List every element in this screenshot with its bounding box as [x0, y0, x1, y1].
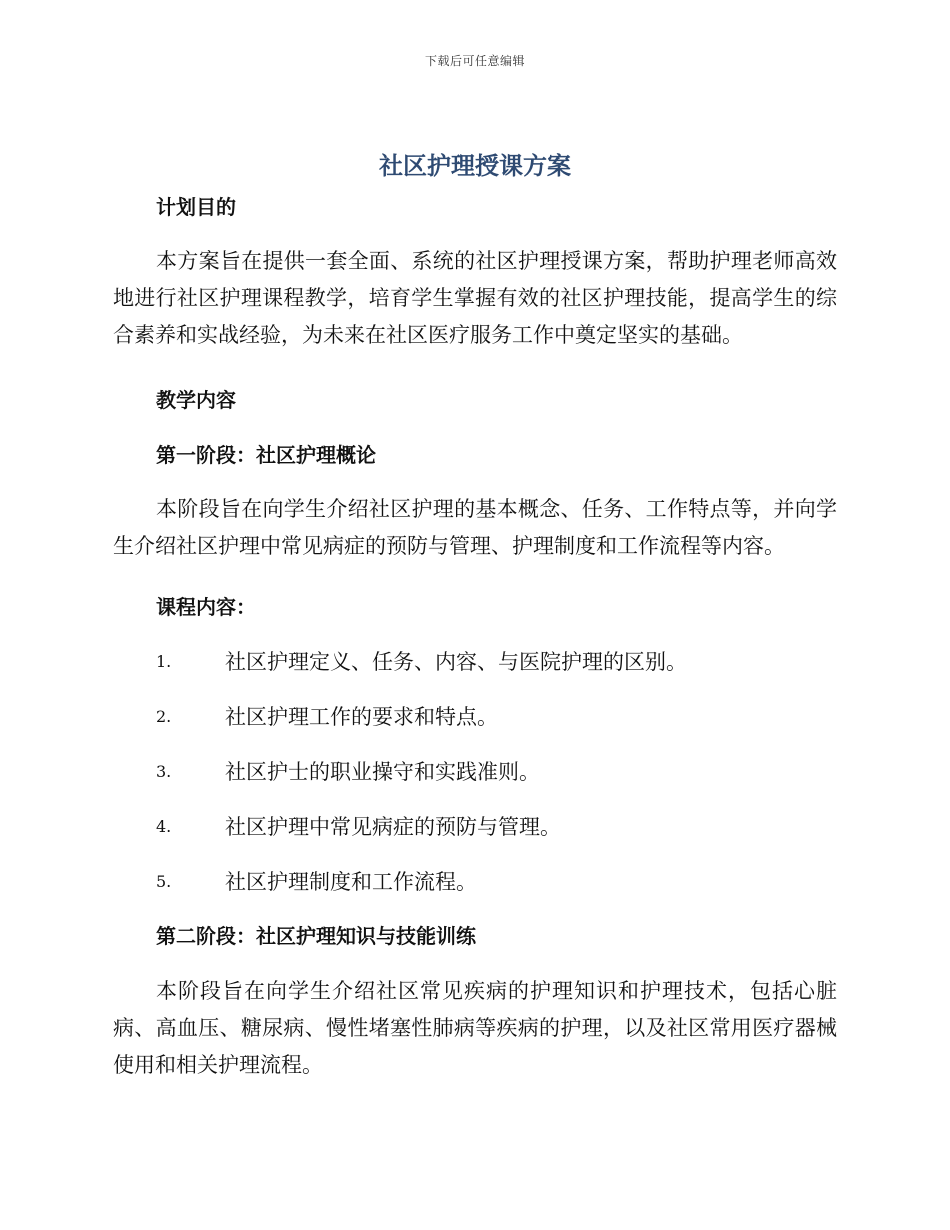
stage2-paragraph: 本阶段旨在向学生介绍社区常见疾病的护理知识和护理技术，包括心脏病、高血压、糖尿病、慢性堵塞性肺病等疾病的护理，以及社区常用医疗器械使用和相关护理流程。 — [113, 979, 837, 1077]
list-item — [113, 702, 837, 732]
list-item-number: 5. — [156, 872, 172, 891]
list-item-number: 1. — [156, 652, 172, 671]
list-item — [113, 812, 837, 842]
list-item — [113, 867, 837, 897]
stage2-heading: 第二阶段：社区护理知识与技能训练 — [156, 924, 476, 948]
list-item — [113, 757, 837, 787]
purpose-heading: 计划目的 — [156, 195, 236, 219]
purpose-paragraph: 本方案旨在提供一套全面、系统的社区护理授课方案，帮助护理老师高效地进行社区护理课程教学，培育学生掌握有效的社区护理技能，提高学生的综合素养和实战经验，为未来在社区医疗服务工作中奠定坚实的基础。 — [113, 249, 837, 347]
page-header-note: 下载后可任意编辑 — [424, 54, 525, 68]
content-heading: 教学内容 — [156, 388, 236, 412]
list-item-text: 社区护士的职业操守和实践准则。 — [225, 760, 540, 784]
course-heading: 课程内容： — [156, 595, 256, 619]
list-item — [113, 647, 837, 677]
stage1-paragraph: 本阶段旨在向学生介绍社区护理的基本概念、任务、工作特点等，并向学生介绍社区护理中常见病症的预防与管理、护理制度和工作流程等内容。 — [113, 497, 837, 558]
list-item-number: 4. — [156, 817, 172, 836]
stage1-heading: 第一阶段：社区护理概论 — [156, 443, 376, 467]
list-item-text: 社区护理定义、任务、内容、与医院护理的区别。 — [225, 650, 687, 674]
list-item-text: 社区护理制度和工作流程。 — [225, 870, 477, 894]
document-title: 社区护理授课方案 — [379, 152, 571, 180]
list-item-number: 2. — [156, 707, 172, 726]
list-item-text: 社区护理中常见病症的预防与管理。 — [225, 815, 561, 839]
list-item-number: 3. — [156, 762, 172, 781]
list-item-text: 社区护理工作的要求和特点。 — [225, 705, 498, 729]
